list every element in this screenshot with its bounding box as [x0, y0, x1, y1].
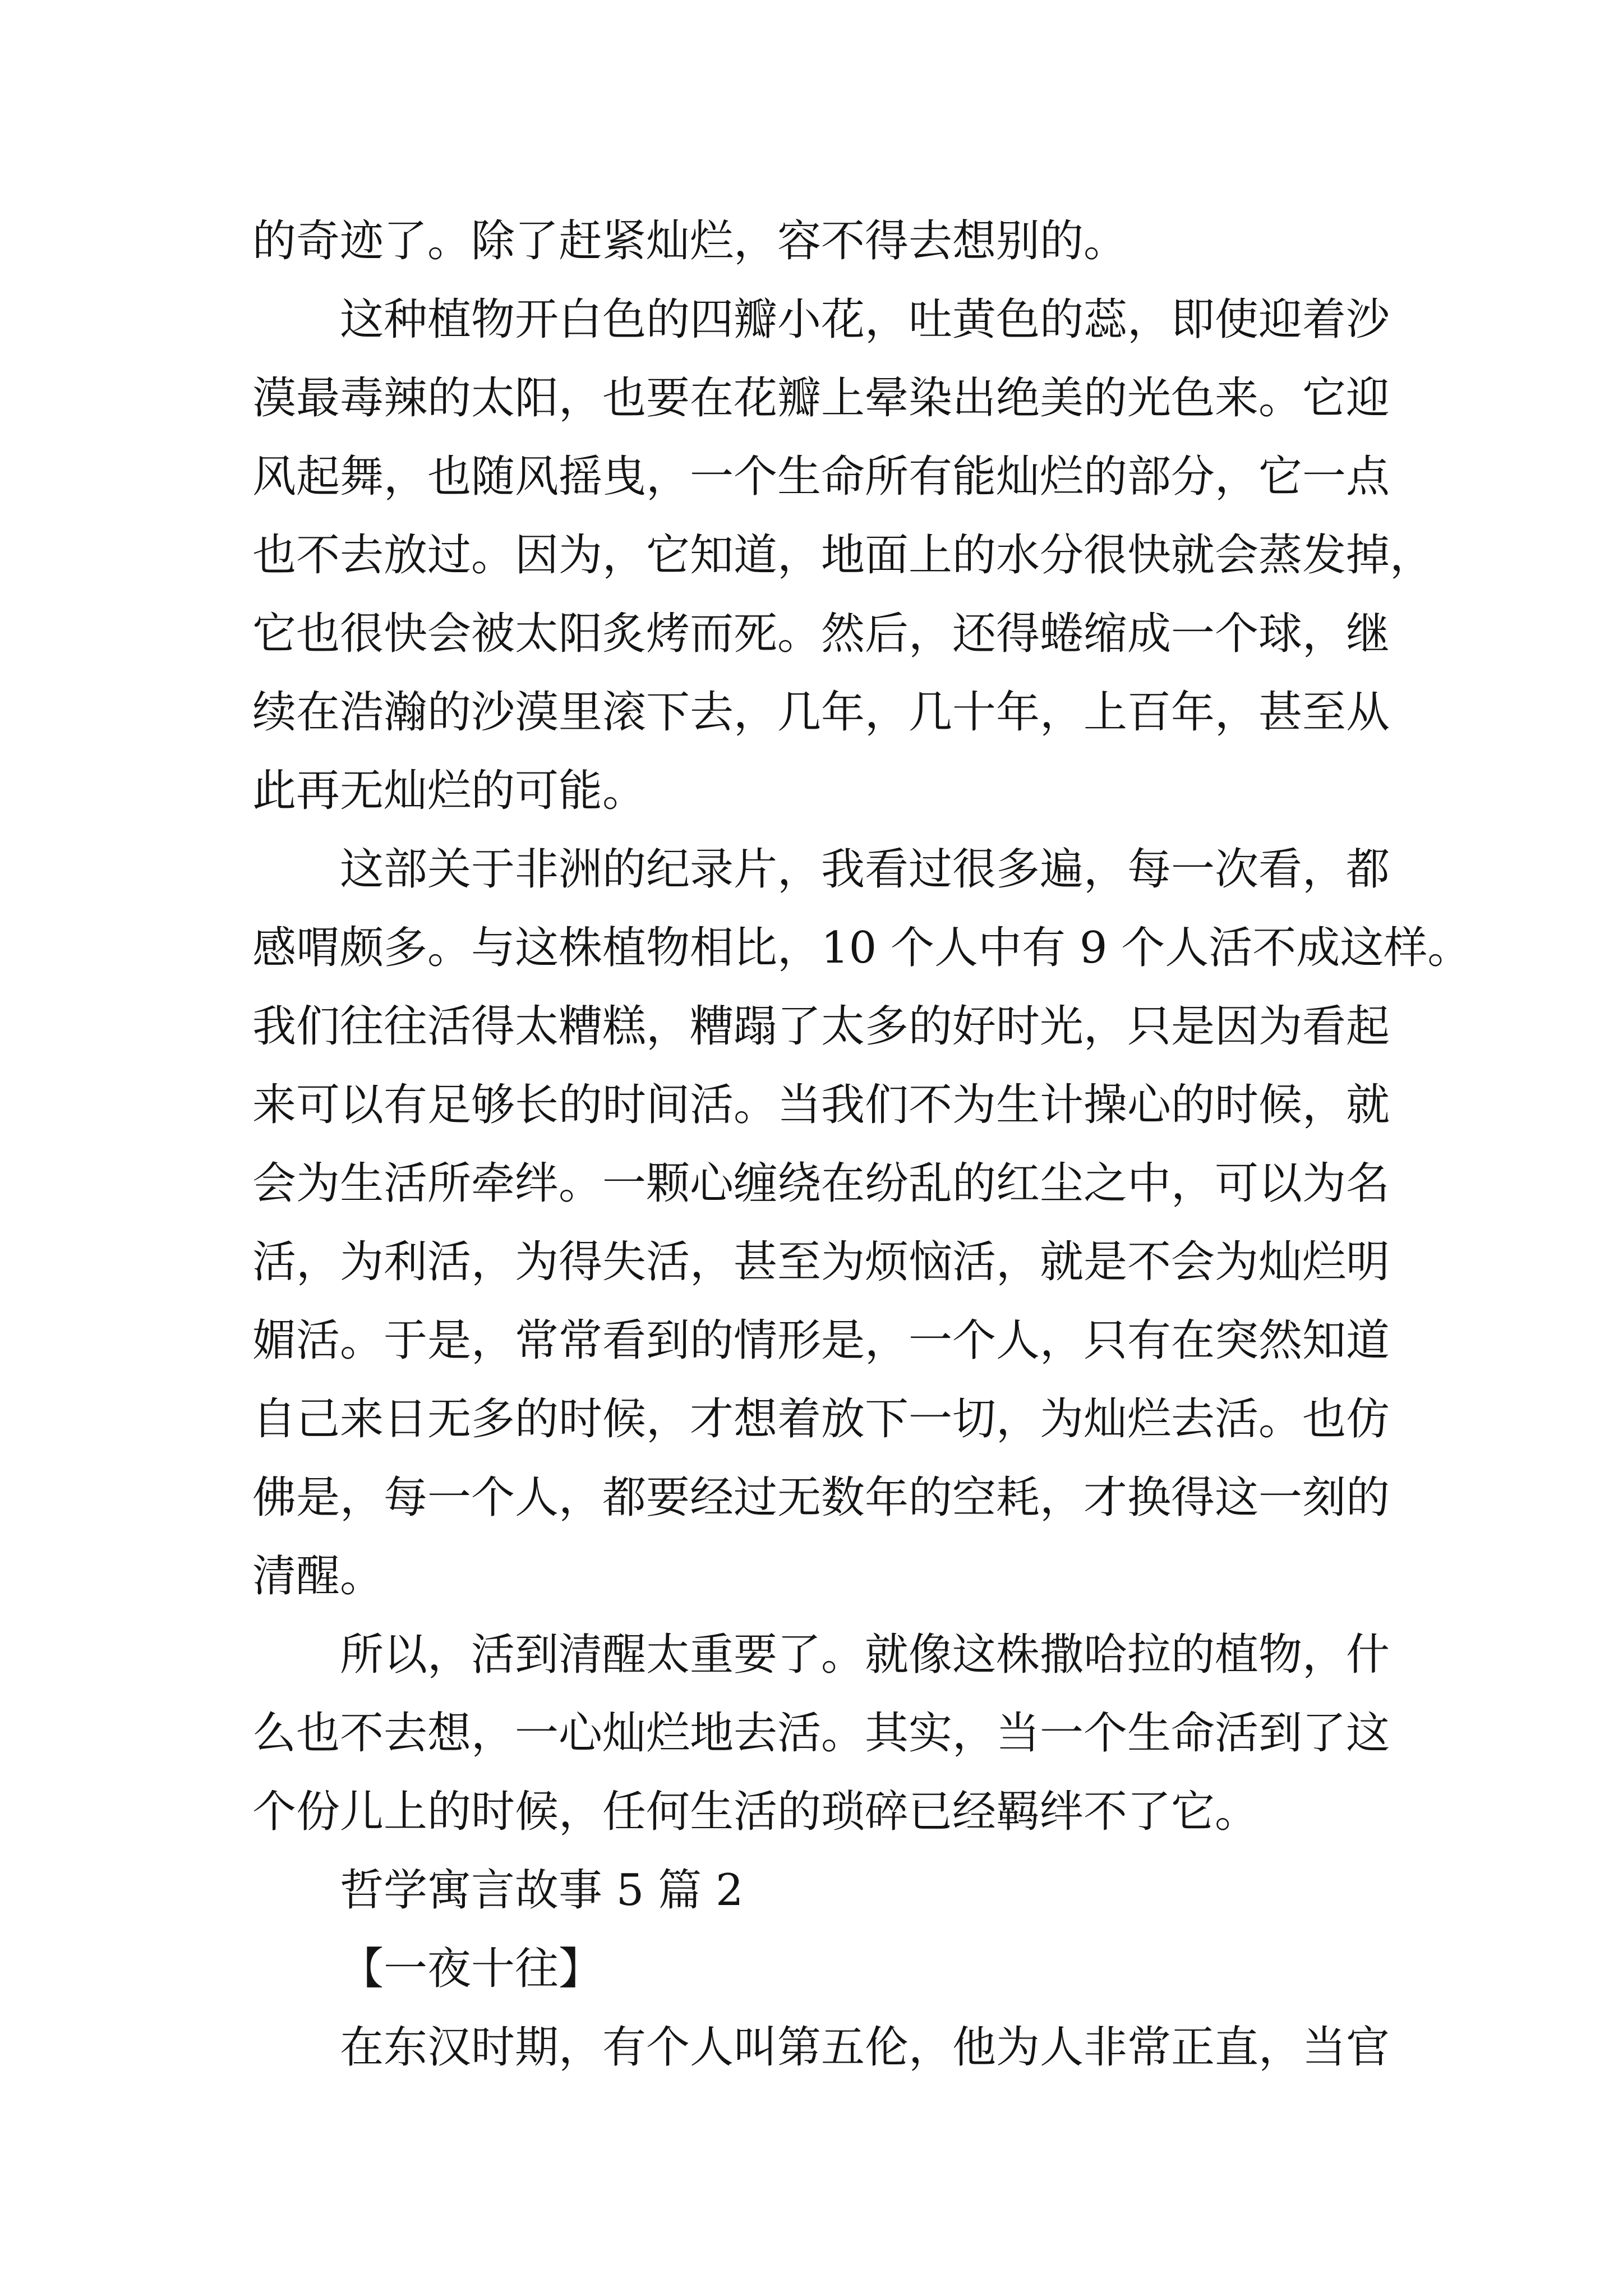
text-line: 的奇迹了。除了赶紧灿烂，容不得去想别的。 — [252, 216, 1128, 266]
story-title: 【一夜十往】 — [340, 1944, 603, 1994]
text-line: 个份儿上的时候，任何生活的琐碎已经羁绊不了它。 — [252, 1787, 1259, 1837]
text-line: 也不去放过。因为，它知道，地面上的水分很快就会蒸发掉， — [252, 530, 1434, 581]
text-line: 漠最毒辣的太阳，也要在花瓣上晕染出绝美的光色来。它迎 — [252, 373, 1390, 424]
text-line: 这种植物开白色的四瓣小花，吐黄色的蕊，即使迎着沙 — [340, 295, 1390, 345]
text-line: 清醒。 — [252, 1551, 384, 1602]
section-heading: 哲学寓言故事 5 篇 2 — [340, 1865, 744, 1916]
text-line: 活，为利活，为得失活，甚至为烦恼活，就是不会为灿烂明 — [252, 1237, 1390, 1287]
text-line: 续在浩瀚的沙漠里滚下去，几年，几十年，上百年，甚至从 — [252, 687, 1390, 738]
text-line: 么也不去想，一心灿烂地去活。其实，当一个生命活到了这 — [252, 1708, 1390, 1759]
text-line: 来可以有足够长的时间活。当我们不为生计操心的时候，就 — [252, 1080, 1390, 1130]
text-line: 媚活。于是，常常看到的情形是，一个人，只有在突然知道 — [252, 1315, 1390, 1366]
text-line: 在东汉时期，有个人叫第五伦，他为人非常正直，当官 — [340, 2022, 1390, 2073]
text-line: 此再无灿烂的可能。 — [252, 766, 647, 816]
text-line: 这部关于非洲的纪录片，我看过很多遍，每一次看，都 — [340, 844, 1390, 895]
text-line: 佛是，每一个人，都要经过无数年的空耗，才换得这一刻的 — [252, 1473, 1390, 1523]
text-line: 我们往往活得太糟糕，糟蹋了太多的好时光，只是因为看起 — [252, 1001, 1390, 1052]
text-line: 所以，活到清醒太重要了。就像这株撒哈拉的植物，什 — [340, 1630, 1390, 1680]
text-line: 它也很快会被太阳炙烤而死。然后，还得蜷缩成一个球，继 — [252, 609, 1390, 659]
text-line: 会为生活所牵绊。一颗心缠绕在纷乱的红尘之中，可以为名 — [252, 1158, 1390, 1209]
text-line: 风起舞，也随风摇曳，一个生命所有能灿烂的部分，它一点 — [252, 452, 1390, 502]
text-line: 自己来日无多的时候，才想着放下一切，为灿烂去活。也仿 — [252, 1394, 1390, 1444]
text-line: 感喟颇多。与这株植物相比，10 个人中有 9 个人活不成这样。 — [252, 923, 1472, 973]
